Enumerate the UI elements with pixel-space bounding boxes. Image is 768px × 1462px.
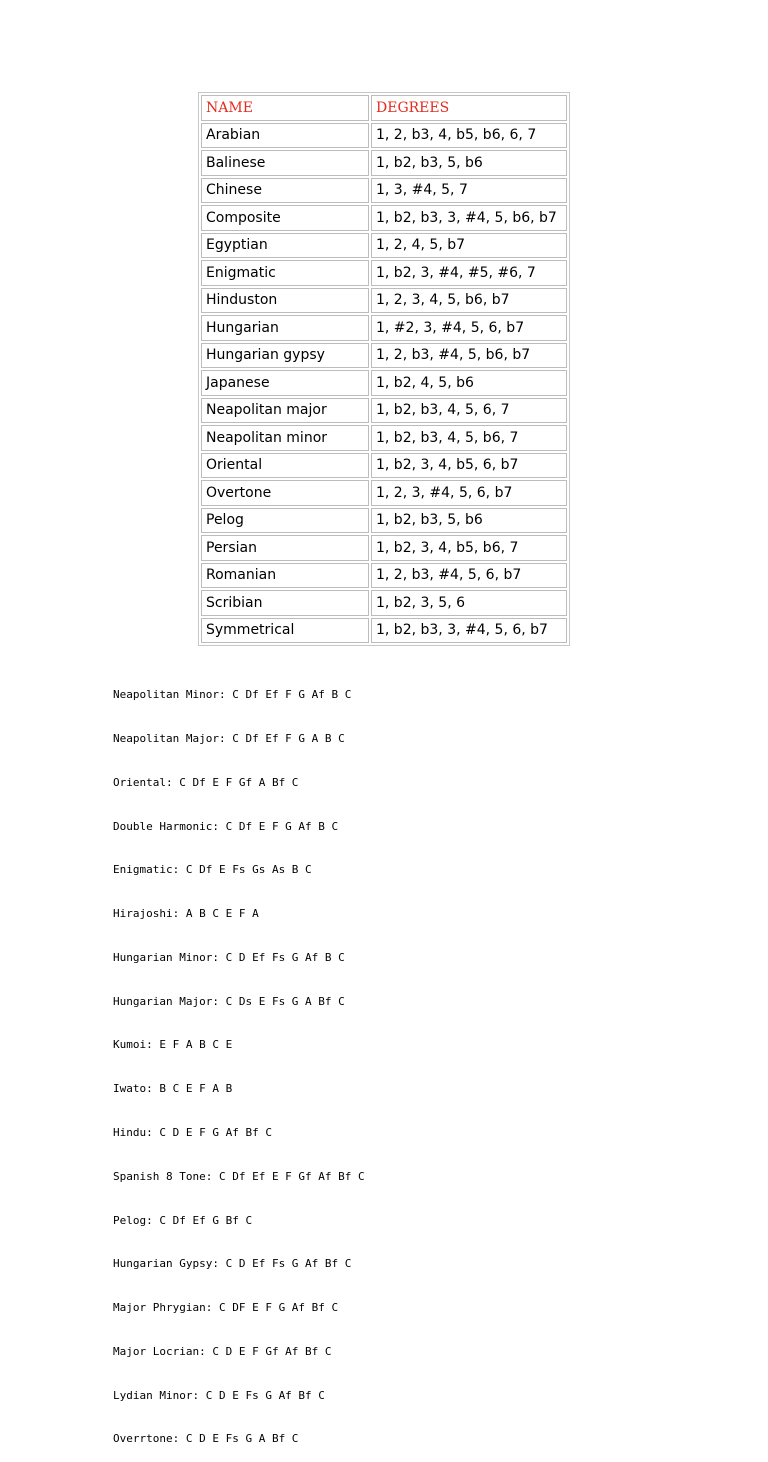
scale-name-cell: Balinese (201, 150, 369, 176)
scale-degrees-cell: 1, 2, 3, 4, 5, b6, b7 (371, 288, 567, 314)
table-row (201, 370, 567, 396)
scale-name-cell: Enigmatic (201, 260, 369, 286)
scale-degrees-cell: 1, 3, #4, 5, 7 (371, 178, 567, 204)
list-item: Lydian Minor: C D E Fs G Af Bf C (113, 1388, 325, 1402)
list-item: Overrtone: C D E Fs G A Bf C (113, 1432, 299, 1446)
list-item: Hindu: C D E F G Af Bf C (113, 1126, 272, 1139)
table-row (201, 260, 567, 286)
scale-degrees-cell: 1, #2, 3, #4, 5, 6, b7 (371, 315, 567, 341)
scale-degrees-cell: 1, b2, b3, 3, #4, 5, 6, b7 (371, 618, 567, 644)
table-row (201, 535, 567, 561)
scale-degrees-cell: 1, b2, 4, 5, b6 (371, 370, 567, 396)
table-row (201, 480, 567, 506)
table-row (201, 425, 567, 451)
table-row (201, 150, 567, 176)
table-row (201, 453, 567, 479)
scale-degrees-table (198, 92, 570, 646)
scale-degrees-cell: 1, 2, b3, 4, b5, b6, 6, 7 (371, 123, 567, 149)
scale-degrees-cell: 1, 2, b3, #4, 5, b6, b7 (371, 343, 567, 369)
scale-name-cell: Composite (201, 205, 369, 231)
table-body (201, 95, 567, 643)
table-header-row (201, 95, 567, 121)
scale-name-cell: Egyptian (201, 233, 369, 259)
scale-degrees-cell: 1, b2, b3, 5, b6 (371, 150, 567, 176)
list-item: Double Harmonic: C Df E F G Af B C (113, 819, 339, 833)
scale-degrees-cell: 1, b2, 3, 5, 6 (371, 590, 567, 616)
scale-degrees-cell: 1, b2, 3, 4, b5, 6, b7 (371, 453, 567, 479)
table-row (201, 288, 567, 314)
scale-degrees-cell: 1, b2, b3, 3, #4, 5, b6, b7 (371, 205, 567, 231)
scale-name-cell: Chinese (201, 178, 369, 204)
scale-degrees-cell: 1, 2, 4, 5, b7 (371, 233, 567, 259)
table-row (201, 315, 567, 341)
list-item: Major Phrygian: C DF E F G Af Bf C (113, 1301, 339, 1315)
scale-degrees-cell: 1, 2, 3, #4, 5, 6, b7 (371, 480, 567, 506)
scale-degrees-cell: 1, 2, b3, #4, 5, 6, b7 (371, 563, 567, 589)
scale-name-cell: Persian (201, 535, 369, 561)
list-item: Oriental: C Df E F Gf A Bf C (113, 775, 299, 789)
table-row (201, 343, 567, 369)
scale-degrees-cell: 1, b2, 3, #4, #5, #6, 7 (371, 260, 567, 286)
header-degrees: DEGREES (371, 95, 567, 121)
scale-name-cell: Oriental (201, 453, 369, 479)
table-row (201, 123, 567, 149)
table-row (201, 398, 567, 424)
table-row (201, 508, 567, 534)
list-item: Major Locrian: C D E F Gf Af Bf C (113, 1344, 332, 1358)
scale-degrees-cell: 1, b2, b3, 5, b6 (371, 508, 567, 534)
list-item: Kumoi: E F A B C E (113, 1038, 233, 1052)
scale-name-cell: Arabian (201, 123, 369, 149)
table-row (201, 563, 567, 589)
scale-name-cell: Symmetrical (201, 618, 369, 644)
list-item: Neapolitan Minor: C Df Ef F G Af B C (113, 688, 352, 702)
list-item: Pelog: C Df Ef G Bf C (113, 1213, 253, 1227)
scale-name-cell: Romanian (201, 563, 369, 589)
scale-degrees-cell: 1, b2, 3, 4, b5, b6, 7 (371, 535, 567, 561)
scale-name-cell: Pelog (201, 508, 369, 534)
table-row (201, 178, 567, 204)
scale-name-cell: Neapolitan major (201, 398, 369, 424)
scale-name-cell: Japanese (201, 370, 369, 396)
scale-degrees-cell: 1, b2, b3, 4, 5, b6, 7 (371, 425, 567, 451)
scale-name-cell: Overtone (201, 480, 369, 506)
table-row (201, 205, 567, 231)
list-item: Iwato: B C E F A B (113, 1082, 233, 1096)
list-item: Hungarian Major: C Ds E Fs G A Bf C (113, 994, 345, 1008)
list-item: Hungarian Minor: C D Ef Fs G Af B C (113, 950, 345, 964)
scale-name-cell: Scribian (201, 590, 369, 616)
scale-degrees-cell: 1, b2, b3, 4, 5, 6, 7 (371, 398, 567, 424)
scale-name-cell: Hungarian gypsy (201, 343, 369, 369)
header-name: NAME (201, 95, 369, 121)
table-row (201, 233, 567, 259)
list-item: Hirajoshi: A B C E F A (113, 907, 259, 921)
table-row (201, 590, 567, 616)
scale-name-cell: Hinduston (201, 288, 369, 314)
list-item: Enigmatic: C Df E Fs Gs As B C (113, 863, 312, 877)
scale-name-cell: Hungarian (201, 315, 369, 341)
scale-name-cell: Neapolitan minor (201, 425, 369, 451)
list-item: Hungarian Gypsy: C D Ef Fs G Af Bf C (113, 1257, 352, 1271)
table-row (201, 618, 567, 644)
scale-notes-list (113, 659, 365, 1462)
list-item: Spanish 8 Tone: C Df Ef E F Gf Af Bf C (113, 1169, 365, 1183)
list-item: Neapolitan Major: C Df Ef F G A B C (113, 731, 345, 745)
